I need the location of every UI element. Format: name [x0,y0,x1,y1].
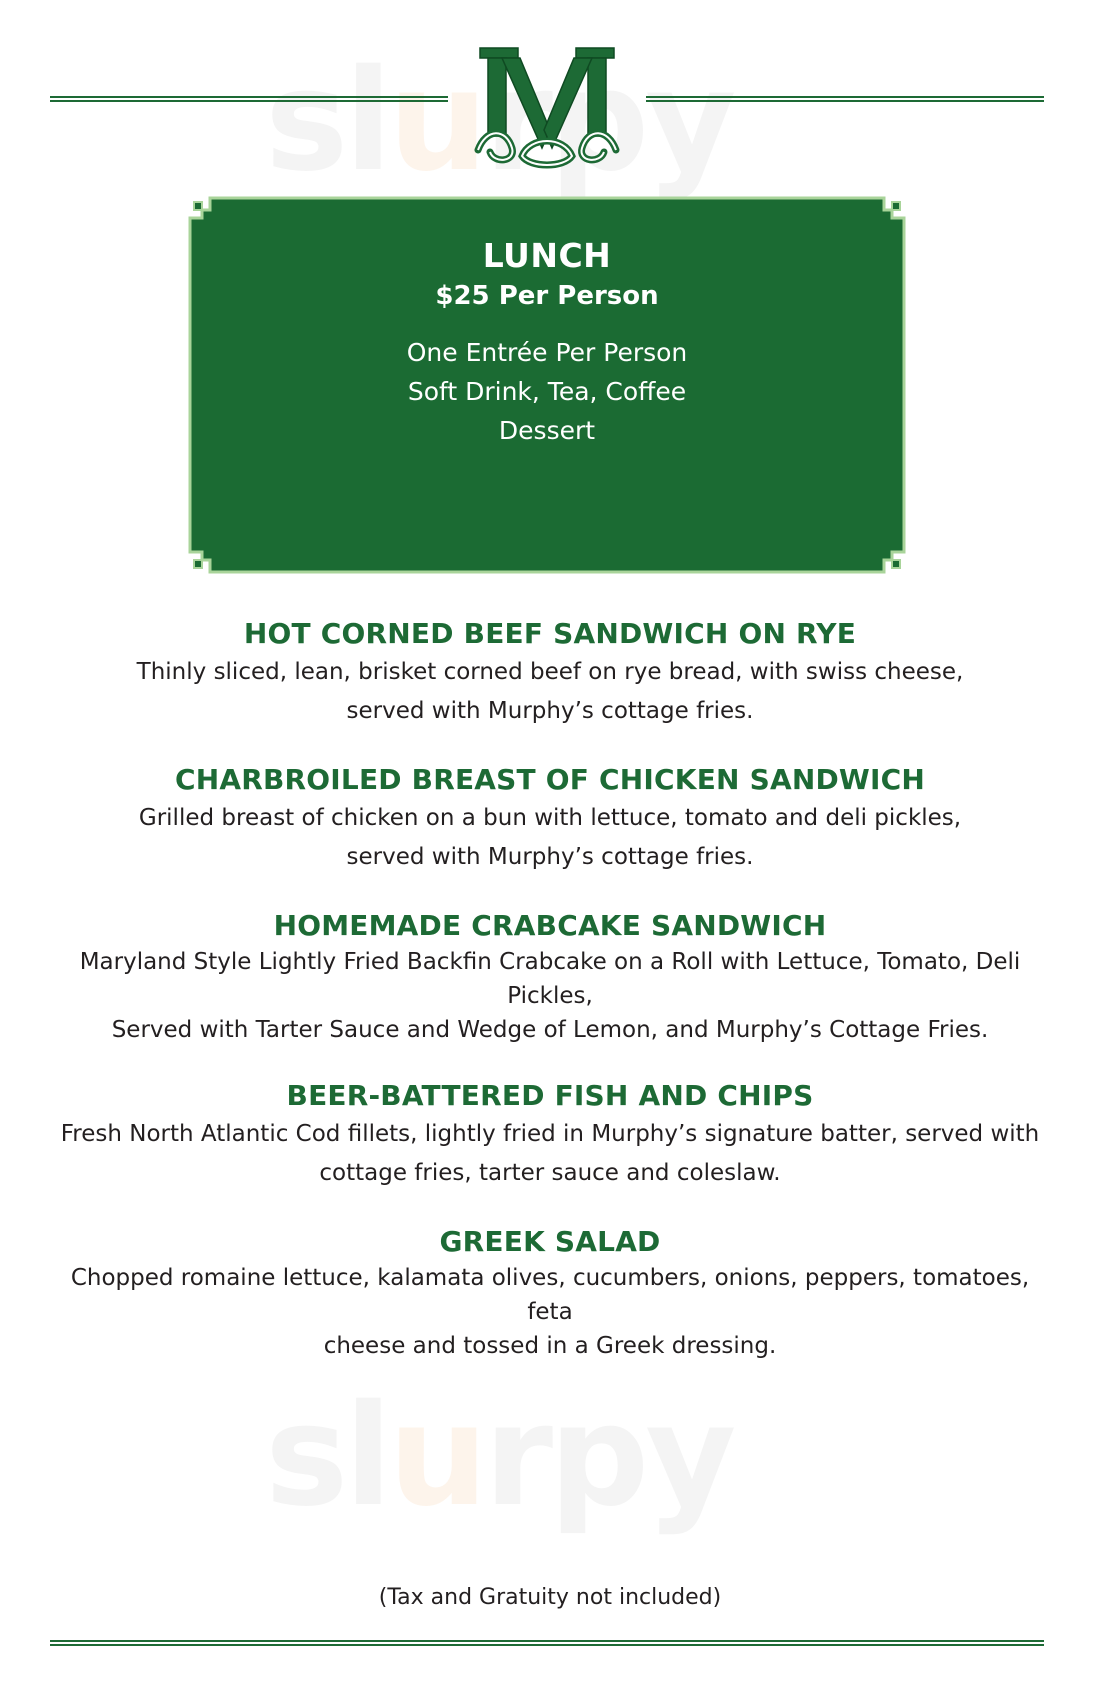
celtic-m-logo [472,40,622,170]
menu-item-name: HOMEMADE CRABCAKE SANDWICH [273,909,827,942]
menu-item [60,615,1040,731]
menu-list [60,615,1040,1393]
footer-rule [50,1640,1044,1646]
menu-item-name: GREEK SALAD [439,1225,661,1258]
menu-item-description-line: Maryland Style Lightly Fried Backfin Crabcake on a Roll with Lettuce, Tomato, Deli Pickles, [79,949,1021,1009]
menu-item-description-line: Chopped romaine lettuce, kalamata olives, cucumbers, onions, peppers, tomatoes, feta [70,1265,1030,1325]
menu-item [60,907,1040,1047]
menu-item-description-line: served with Murphy’s cottage fries. [346,698,754,724]
package-includes [188,333,906,450]
watermark-top: u [388,40,484,203]
lunch-package-panel [188,196,906,574]
menu-item-description-line: Thinly sliced, lean, brisket corned beef on rye bread, with swiss cheese, [136,659,964,685]
menu-item-description-line: Served with Tarter Sauce and Wedge of Lemon, and Murphy’s Cottage Fries. [111,1017,989,1043]
menu-item-description-line: Grilled breast of chicken on a bun with lettuce, tomato and deli pickles, [138,805,962,831]
package-title: LUNCH [482,236,612,275]
package-include-dessert: Dessert [498,416,596,445]
header-rule-left [50,96,448,102]
package-include-drinks: Soft Drink, Tea, Coffee [407,377,687,406]
menu-item [60,1223,1040,1363]
menu-item-name: HOT CORNED BEEF SANDWICH ON RYE [243,617,857,650]
menu-item-name: BEER-BATTERED FISH AND CHIPS [286,1079,814,1112]
menu-item-name: CHARBROILED BREAST OF CHICKEN SANDWICH [174,763,926,796]
menu-item-description-line: served with Murphy’s cottage fries. [346,844,754,870]
header-rule-right [646,96,1044,102]
menu-item-description-line: cottage fries, tarter sauce and coleslaw. [319,1160,781,1186]
menu-item [60,1077,1040,1193]
package-include-entree: One Entrée Per Person [406,338,688,367]
tax-gratuity-note: (Tax and Gratuity not included) [378,1585,722,1610]
menu-item [60,761,1040,877]
menu-item-description-line: cheese and tossed in a Greek dressing. [323,1333,777,1359]
watermark-bottom: u [388,1375,484,1538]
package-price: $25 Per Person [435,281,659,311]
menu-item-description-line: Fresh North Atlantic Cod fillets, lightly fried in Murphy’s signature batter, served with [60,1121,1040,1147]
